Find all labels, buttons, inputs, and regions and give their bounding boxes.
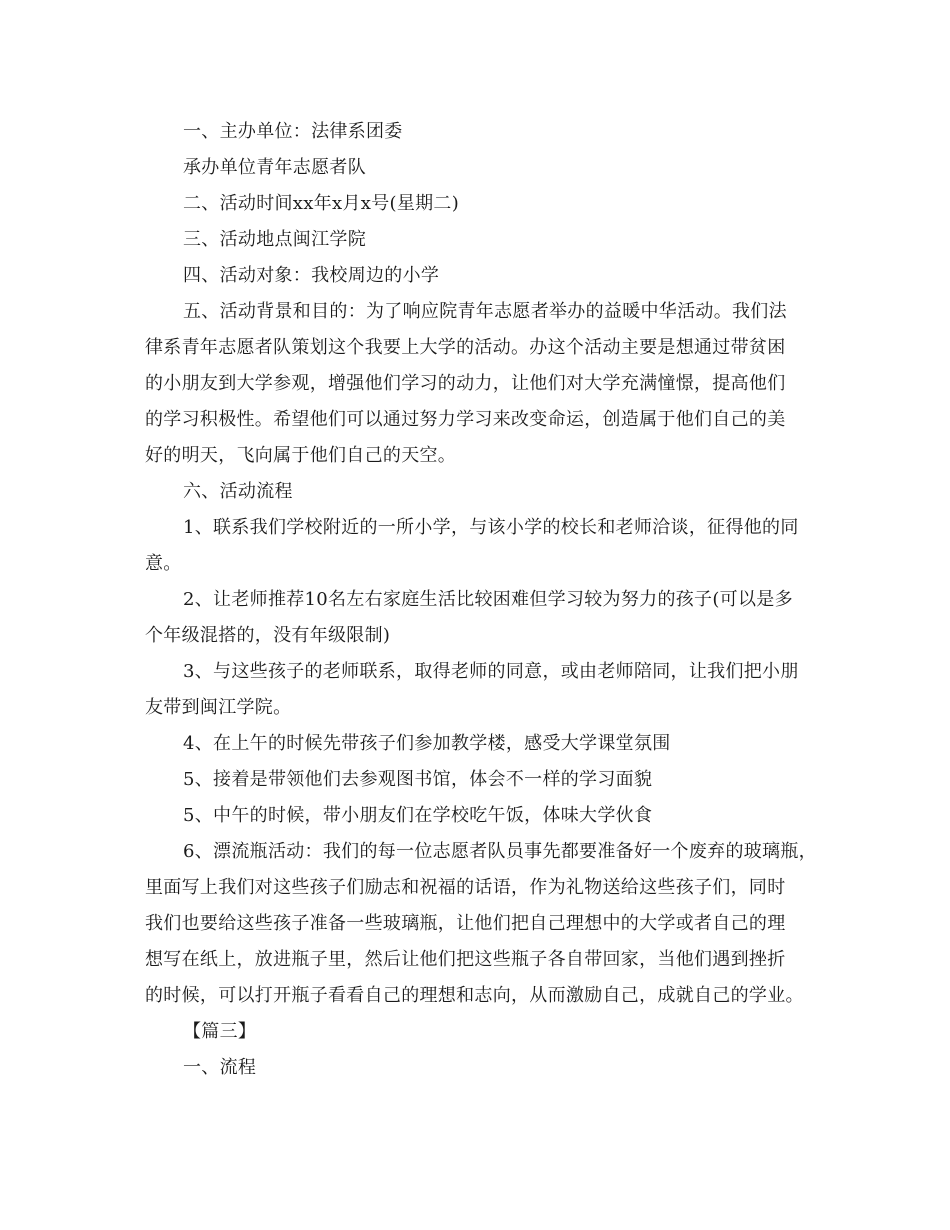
text-line: 2、让老师推荐10名左右家庭生活比较困难但学习较为努力的孩子(可以是多 bbox=[183, 589, 793, 610]
text-line: 我们也要给这些孩子准备一些玻璃瓶，让他们把自己理想中的大学或者自己的理 bbox=[145, 913, 786, 934]
text-line: 4、在上午的时候先带孩子们参加教学楼，感受大学课堂氛围 bbox=[183, 733, 671, 754]
text-line: 5、接着是带领他们去参观图书馆，体会不一样的学习面貌 bbox=[183, 769, 653, 790]
document-body bbox=[145, 114, 825, 1086]
text-line: 6、漂流瓶活动：我们的每一位志愿者队员事先都要准备好一个废弃的玻璃瓶， bbox=[183, 841, 817, 862]
text-line: 的学习积极性。希望他们可以通过努力学习来改变命运，创造属于他们自己的美 bbox=[145, 409, 786, 430]
text-line: 律系青年志愿者队策划这个我要上大学的活动。办这个活动主要是想通过带贫困 bbox=[145, 337, 786, 358]
text-line: 【篇三】 bbox=[183, 1021, 257, 1042]
text-line: 个年级混搭的，没有年级限制) bbox=[145, 625, 391, 646]
text-line: 承办单位青年志愿者队 bbox=[183, 157, 366, 178]
text-line: 的小朋友到大学参观，增强他们学习的动力，让他们对大学充满憧憬，提高他们 bbox=[145, 373, 786, 394]
text-line: 1、联系我们学校附近的一所小学，与该小学的校长和老师洽谈，征得他的同 bbox=[183, 517, 799, 538]
text-line: 的时候，可以打开瓶子看看自己的理想和志向，从而激励自己，成就自己的学业。 bbox=[145, 985, 804, 1006]
text-line: 二、活动时间xx年x月x号(星期二) bbox=[183, 193, 460, 214]
text-line: 三、活动地点闽江学院 bbox=[183, 229, 366, 250]
text-line: 友带到闽江学院。 bbox=[145, 697, 292, 718]
text-line: 好的明天，飞向属于他们自己的天空。 bbox=[145, 445, 457, 466]
text-line: 3、与这些孩子的老师联系，取得老师的同意，或由老师陪同，让我们把小朋 bbox=[183, 661, 799, 682]
text-line: 一、流程 bbox=[183, 1057, 257, 1078]
text-line: 四、活动对象：我校周边的小学 bbox=[183, 265, 440, 286]
text-line: 六、活动流程 bbox=[183, 481, 293, 502]
text-line: 想写在纸上，放进瓶子里，然后让他们把这些瓶子各自带回家，当他们遇到挫折 bbox=[145, 949, 786, 970]
text-line: 5、中午的时候，带小朋友们在学校吃午饭，体味大学伙食 bbox=[183, 805, 653, 826]
text-line: 意。 bbox=[145, 553, 182, 574]
text-line: 里面写上我们对这些孩子们励志和祝福的话语，作为礼物送给这些孩子们，同时 bbox=[145, 877, 786, 898]
text-line: 一、主办单位：法律系团委 bbox=[183, 121, 403, 142]
text-line: 五、活动背景和目的：为了响应院青年志愿者举办的益暖中华活动。我们法 bbox=[183, 301, 787, 322]
